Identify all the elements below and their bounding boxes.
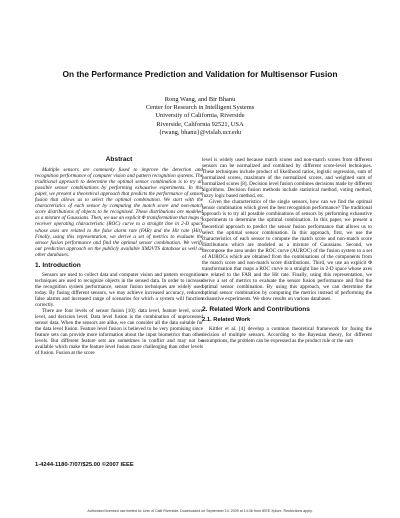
author-email: {rwang, bhanu}@vislab.ucr.edu <box>158 128 242 136</box>
affiliation-line-2: University of California, Riverside <box>155 112 245 120</box>
related-work-heading: 2. Related Work and Contributions <box>202 306 310 314</box>
abstract-text: Multiple sensors are commonly fused to improve the detection and recognition performance of computer vision and pattern recognition systems. The traditional approach to determine the optimal sensor combination is to try all possible sensor combinations by performing exhaustive experiments. In this paper, we present a theoretical approach that predicts the performance of sensor fusion that allows us to select the optimal combination. We start with the characteristics of each sensor by computing the match score and non-match score distributions of objects to be recognized. These distributions are modeled as a mixture of Gaussians. Then, we use an explicit Φ transformation that maps a receiver operating characteristic (ROC) curve to a straight line in 2-D space whose axes are related to the false alarm rate (FAR) and the Hit rate (Hit). Finally, using this representation, we derive a set of metrics to evaluate the sensor fusion performance and find the optimal sensor combination. We verify our prediction approach on the publicly available XM2VTS database as well as other databases. <box>35 167 203 258</box>
affiliation-line-3: Riverside, California 92521, USA <box>156 120 244 128</box>
right-column <box>202 157 372 344</box>
paper-title: On the Performance Prediction and Validation for Multisensor Fusion <box>62 69 338 79</box>
intro-paragraph-2: There are four levels of sensor fusion [10]: data level, feature level, score level, and decision level. Data level fusion is the combination of unprocessed sensor data. When the sensors are alike, we can consider all the data suitable for the data level fusion. Feature level fusion is believed to be very promising since feature sets can provide more information about the input biometrics than other levels. But different feature sets are sometimes in conflict and may not be available which make the feature level fusion more challenging than other levels of fusion. Fusion at the score <box>35 308 203 357</box>
related-work-subheading: 2.1. Related Work <box>202 317 251 324</box>
affiliation-line-1: Center for Research in Intelligent Systems <box>145 104 255 112</box>
copyright-notice: 1-4244-1180-7/07/$25.00 ©2007 IEEE <box>35 462 134 468</box>
left-column <box>35 157 203 356</box>
license-footer: Authorized licensed use limited to: Univ of Calif Riverside. Downloaded on September 14, 2009 at 14:36 from IEEE Xplore. Restrictions apply. <box>87 509 313 513</box>
related-work-paragraph-1: Kittler et al. [4] develop a common theoretical framework for fusing the decision of multiple sensors. According to the Bayesian theory, for different assumptions, the problem can be expressed as the product rule or the sum <box>202 326 372 345</box>
intro-paragraph-4: Given the characteristics of the single sensors, how can we find the optimal sensor combination which gives the best recognition performance? The traditional approach is to try all possible combinations of sensors by performing exhaustive experiments to determine the optimal combination. In this paper, we present a theoretical approach to predict the sensor fusion performance that allows us to select the optimal sensor combination. In this approach, first, we use the characteristics of each sensor to compute the match score and non-match score distributions which are modeled as a mixture of Gaussians. Second, we decompose the area under the ROC curve (AUROC) of the fusion system to a set of AUROCs which are obtained from the combinations of the components from the match score and non-match score distributions. Third, we use an explicit Φ transformation that maps a ROC curve to a straight line in 2-D space whose axes are related to the FAR and the Hit rate. Finally, using this representation, we derive a set of metrics to evaluate the sensor fusion performance and find the optimal sensor combination. By using this approach, we can determine the optimal sensor combination by computing the metrics instead of performing the exhaustive experiments. We show results on various databases. <box>202 199 372 303</box>
intro-paragraph-1: Sensors are used to collect data and computer vision and pattern recognition techniques are used to recognize objects in the sensed data. In order to increase the recognition system performance, sensor fusion techniques are widely used today. By fusing different sensors, we may achieve increased accuracy, reduced false alarms and increased range of scenarios for which a system will function correctly. <box>35 271 203 309</box>
intro-paragraph-3: level is widely used because match scores and non-match scores from different sensors can be normalized and combined by different score-level techniques. These techniques include product of likelihood ratios, logistic regression, sum of normalized scores, maximum of the normalized scores, and weighted sum of normalized scores [8]. Decision level fusion combines decisions made by different algorithms. Decision fusion methods include statistical method, voting method, fuzzy logic based method, etc. <box>202 157 372 200</box>
author-names: Rong Wang, and Bir Bhanu <box>164 96 236 103</box>
intro-heading: 1. Introduction <box>35 261 81 269</box>
author-block <box>0 96 400 137</box>
abstract-heading: Abstract <box>105 156 133 163</box>
